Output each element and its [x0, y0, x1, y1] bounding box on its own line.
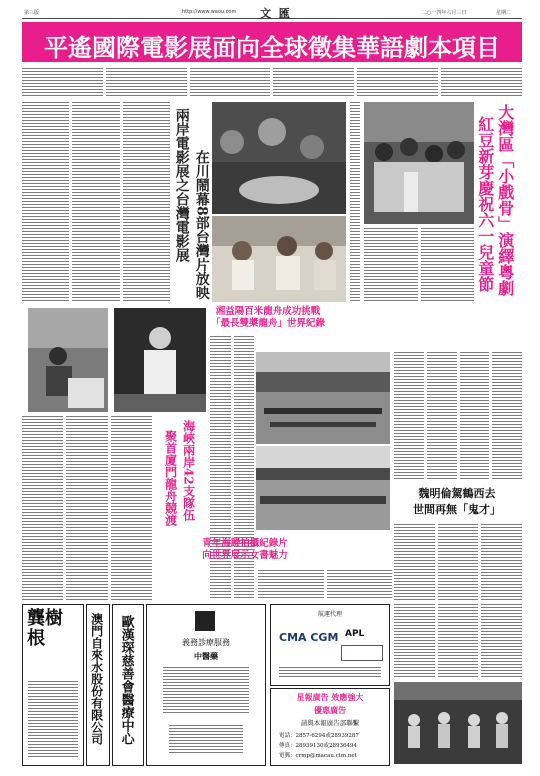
paper-brand: 文 匯: [260, 7, 292, 20]
page-header: [22, 6, 522, 19]
macau-water-name: 澳門自來水股份有限公司: [89, 613, 104, 745]
film-headline-line2: 在川鬧幕8部台灣片放映: [193, 150, 210, 300]
dawan-headline-line1: 大灣區「小戲骨」演繹粵劇: [495, 104, 515, 296]
classified-title: [271, 692, 389, 703]
dragon-headline: [188, 306, 348, 331]
issue-date: 二○一四年六月三日: [422, 10, 467, 16]
text-column: [441, 68, 522, 98]
text-column: [111, 416, 152, 600]
apl-logo: APL: [345, 629, 365, 639]
issue-weekday: 星期二: [496, 10, 512, 16]
text-column: [427, 352, 457, 480]
clinic-ad-footer: [169, 725, 243, 755]
classified-fax-row: [279, 741, 357, 749]
right-ad-columns: [394, 604, 522, 678]
performance-photo: [394, 682, 522, 764]
strait-headline-line2: 聚首廈門龍舟競渡: [163, 430, 178, 526]
classified-email: crmp@macau.ctm.net: [295, 753, 357, 759]
text-column: [394, 352, 424, 480]
text-column: [481, 604, 522, 678]
text-column: [327, 570, 393, 600]
children-stage-photo: [364, 102, 474, 224]
shipping-network-icon: [341, 645, 383, 661]
page-number: 第三版: [24, 10, 40, 16]
banner-headline: [22, 22, 522, 62]
speaker-photo: [28, 308, 108, 412]
text-column: [22, 68, 103, 98]
text-column: [273, 68, 354, 98]
obit-headline-line2: 世間再無「鬼才」: [413, 502, 501, 516]
youth-headline: [160, 538, 330, 563]
text-column: [350, 102, 360, 302]
classified-phone-label: 電話：: [279, 733, 296, 739]
youth-headline-line1: 青年海歸拍攝紀錄片: [202, 538, 288, 549]
gong-brand: 龔樹根: [27, 608, 63, 649]
text-column: [394, 604, 435, 678]
clinic-line: 義務診療服務: [182, 638, 230, 647]
text-column: [123, 102, 170, 302]
text-column: [106, 68, 187, 98]
gong-ad-text: [28, 681, 78, 759]
left-article-columns: [22, 102, 170, 302]
gong-ad: [22, 604, 84, 766]
obit-headline: [398, 486, 516, 518]
obit-columns: [394, 524, 522, 600]
classified-email-label: 電郵：: [279, 753, 296, 759]
dragon-boat-photo-2: [256, 446, 390, 530]
left-lower-columns: [22, 416, 152, 600]
text-column: [72, 102, 119, 302]
text-column: [22, 416, 63, 600]
classified-phone: 2857-6294或28939287: [295, 733, 359, 739]
text-column: [22, 102, 69, 302]
text-column: [394, 524, 435, 600]
classified-email-row: [279, 751, 357, 759]
lead-article-columns: [22, 68, 522, 98]
youth-columns: [258, 570, 392, 600]
text-column: [66, 416, 107, 600]
strait-headline-line1: 海峽兩岸42支隊伍: [181, 420, 196, 521]
banner-headline-text: 平遙國際電影展面向全球徵集華語劇本項目: [44, 34, 500, 62]
cma-cgm-logo: CMA CGM: [279, 631, 339, 644]
text-column: [421, 228, 475, 302]
right-mid-columns: [394, 352, 522, 480]
classified-phone-row: [279, 731, 359, 739]
dragon-headline-line1: 湘益陽百米龍舟成功挑戰: [215, 306, 321, 317]
crowd-photo: [212, 102, 346, 214]
text-column: [364, 228, 418, 302]
text-column: [357, 68, 438, 98]
shipping-ad: [270, 604, 390, 686]
classified-line1: 優惠廣告: [314, 705, 346, 715]
classified-title-1: 星報廣告: [296, 692, 329, 702]
text-column: [190, 68, 271, 98]
clinic-ad: [146, 604, 266, 766]
text-column: [481, 524, 522, 600]
film-headline-line1: 兩岸電影展之台灣電影展: [173, 108, 190, 262]
classified-title-2: 效應強大: [331, 692, 364, 702]
shipping-ad-text: [279, 667, 381, 679]
hospital-name: 歐漢琛慈善會醫療中心: [118, 615, 134, 745]
dragon-boat-photo-1: [256, 352, 390, 444]
clinic-title: 中醫藥: [194, 651, 218, 661]
shipping-title: 航運代理: [317, 611, 342, 618]
clinic-logo-icon: [195, 611, 215, 631]
macau-water-ad: [86, 604, 110, 766]
text-column: [258, 570, 324, 600]
text-column: [492, 352, 522, 480]
text-column: [438, 524, 479, 600]
classified-fax-label: 傳真：: [279, 743, 296, 749]
text-column: [460, 352, 490, 480]
classified-fax: 28939130或28936494: [295, 743, 358, 749]
dawan-headline-line2: 紅豆新芽慶祝六一兒童節: [475, 116, 495, 292]
clinic-ad-text: [163, 667, 249, 715]
children-photo: [212, 216, 346, 302]
hospital-ad: [112, 604, 144, 766]
classified-line2: 請與本報廣告部聯繫: [300, 719, 360, 727]
youth-headline-line2: 向世界展示女書魅力: [202, 550, 288, 562]
dragon-headline-line2: 「最長雙槳龍舟」世界紀錄: [210, 318, 325, 330]
obit-headline-line1: 魏明倫駕鶴西去: [418, 487, 496, 500]
text-column: [438, 604, 479, 678]
site-url: http://www.waou.com: [182, 9, 237, 15]
dawan-article-columns: [364, 228, 474, 302]
classified-ad: [270, 688, 390, 766]
